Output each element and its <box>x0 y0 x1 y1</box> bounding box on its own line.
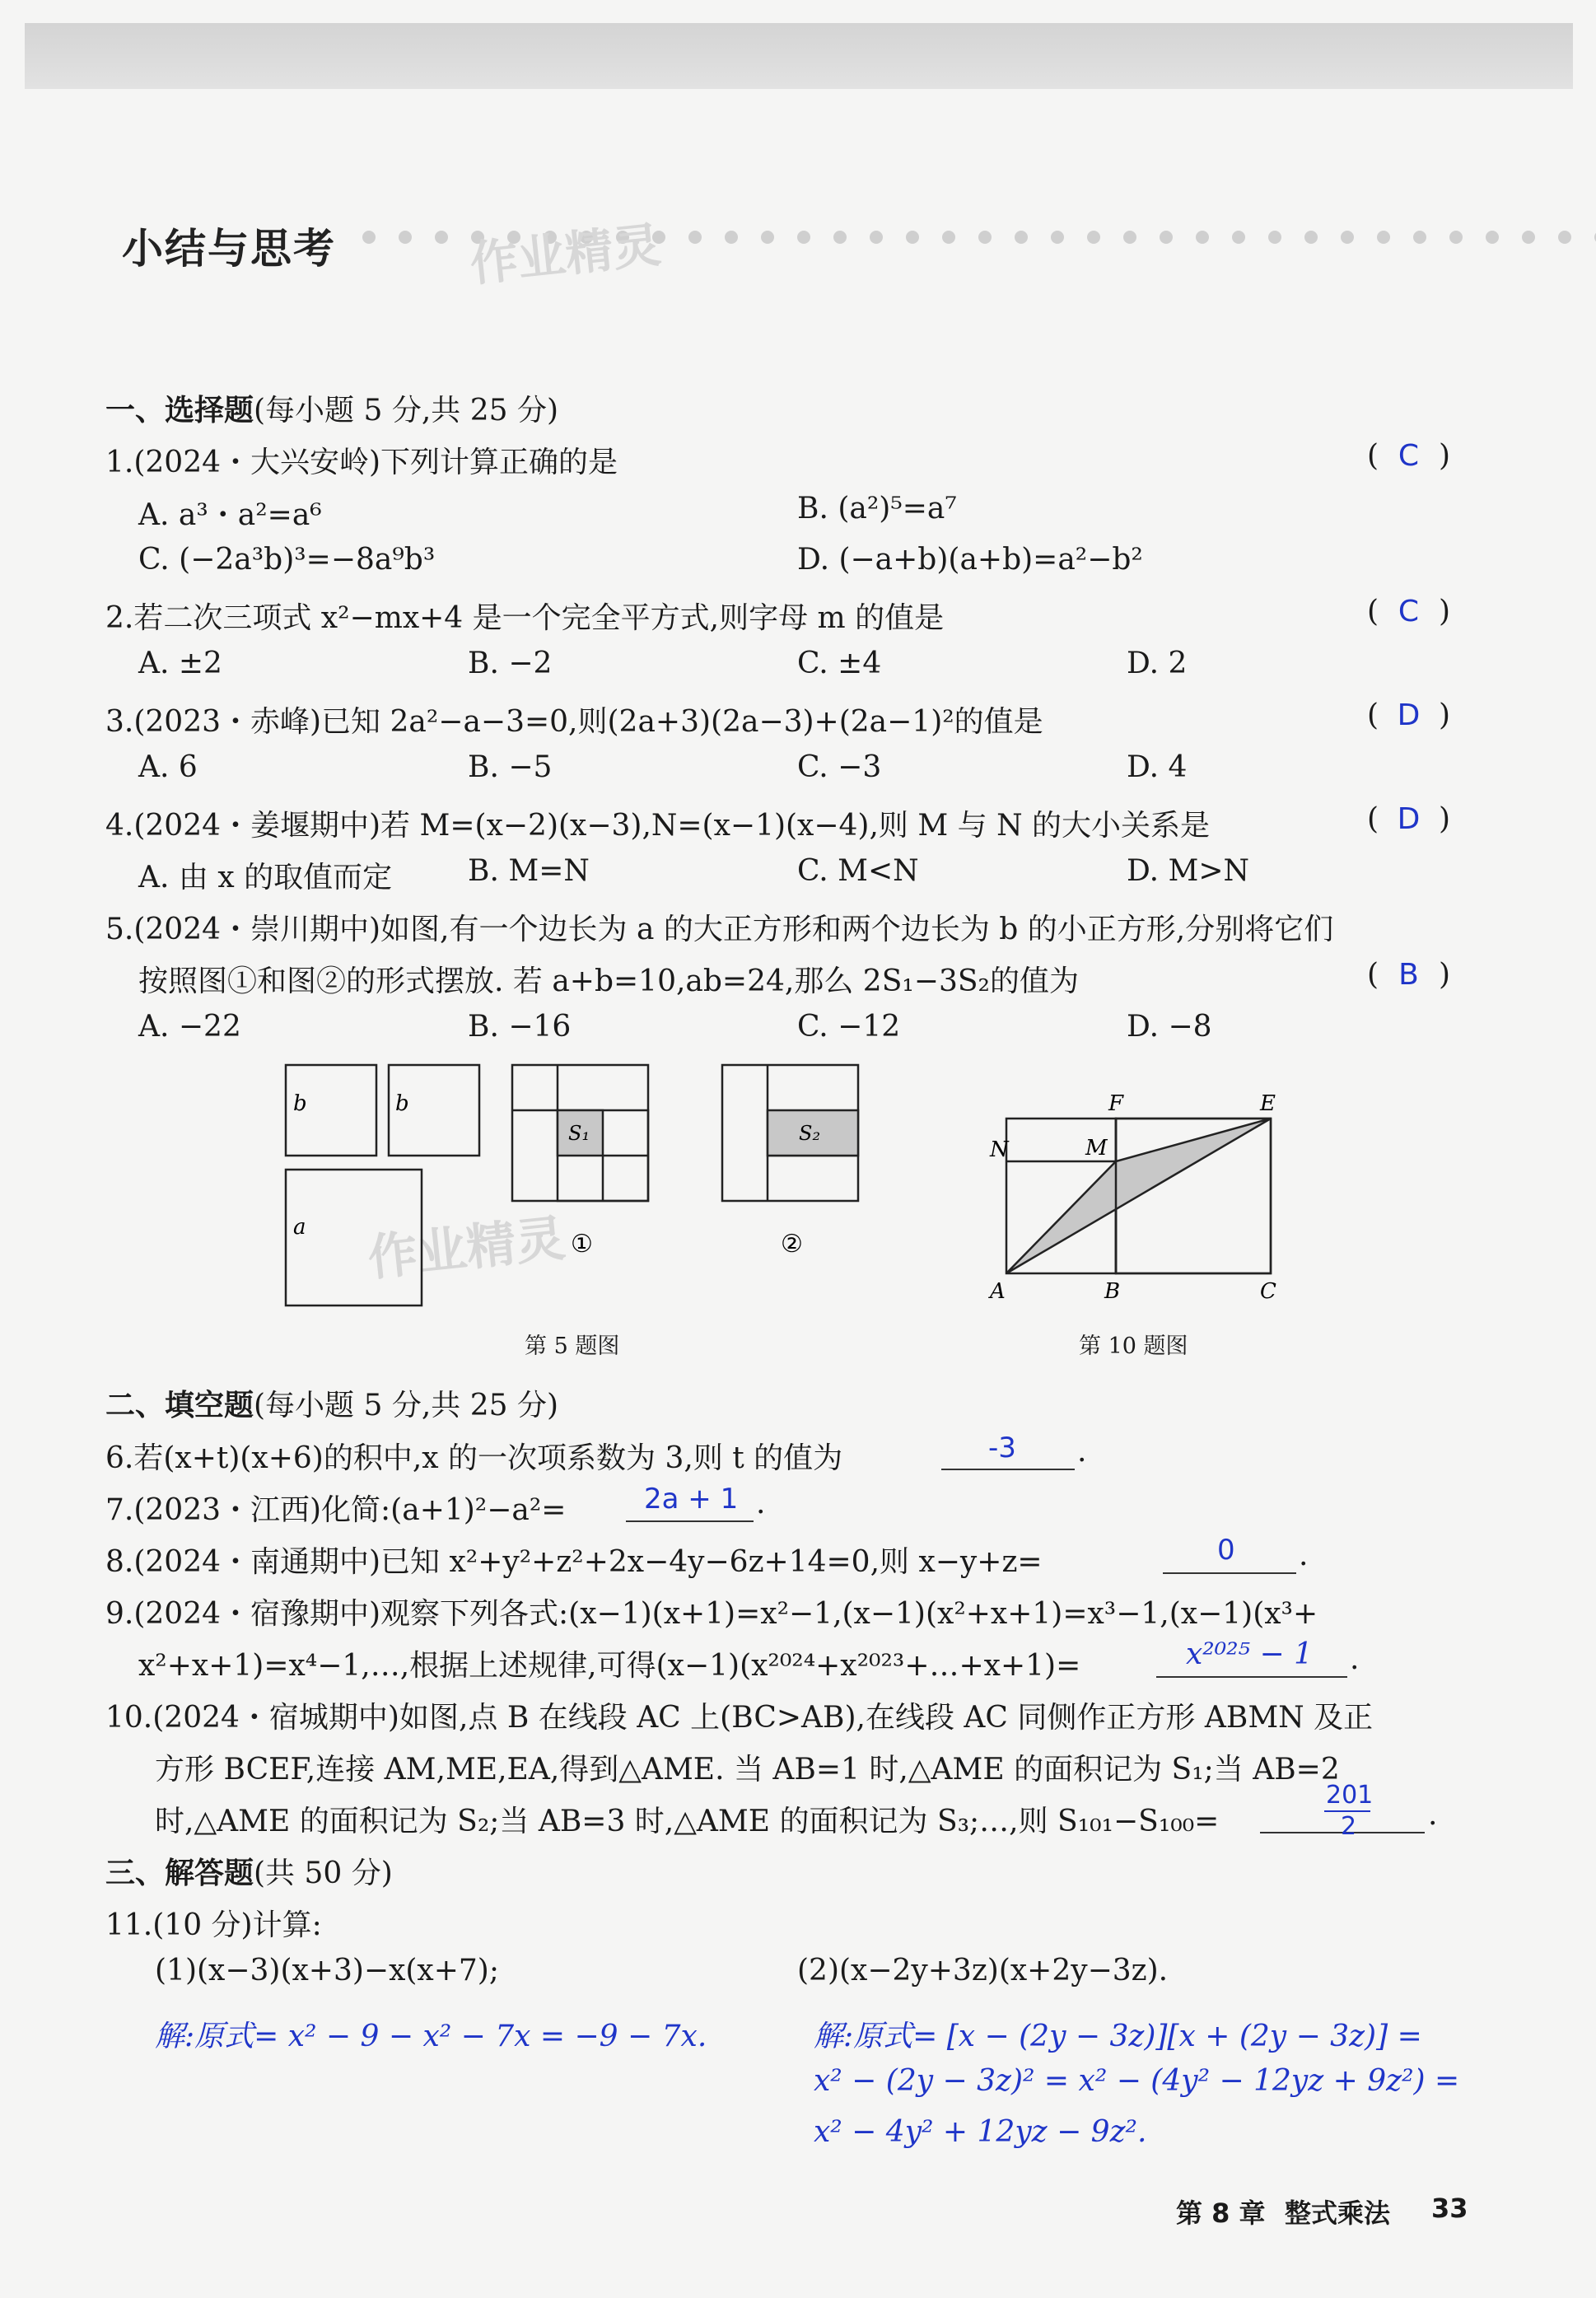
option: B. −16 <box>468 1010 572 1044</box>
label-circle-1: ① <box>571 1230 593 1259</box>
period: . <box>1428 1798 1438 1832</box>
option: D. −8 <box>1127 1010 1212 1044</box>
q8-answer: 0 <box>1217 1534 1235 1567</box>
option: A. a³・a²=a⁶ <box>138 498 322 532</box>
option: B. −5 <box>468 750 553 784</box>
option: C. −12 <box>797 1010 901 1044</box>
label-a: a <box>293 1215 306 1240</box>
label-B: B <box>1104 1279 1121 1304</box>
option: A. 由 x 的取值而定 <box>138 861 393 894</box>
q2-stem: 2.若二次三项式 x²−mx+4 是一个完全平方式,则字母 m 的值是 <box>105 601 945 635</box>
option: D. (−a+b)(a+b)=a²−b² <box>797 543 1143 577</box>
q1-stem: 1.(2024・大兴安岭)下列计算正确的是 <box>105 446 618 479</box>
option: B. M=N <box>468 854 590 888</box>
label-b: b <box>293 1091 307 1116</box>
q5-answer: ( B ) <box>1367 958 1450 992</box>
q7-answer: 2a + 1 <box>644 1483 739 1516</box>
watermark: 作业精灵 <box>365 1209 568 1288</box>
section-1-heading: 一、选择题(每小题 5 分,共 25 分) <box>105 394 559 427</box>
label-s2: S₂ <box>799 1122 821 1145</box>
label-M: M <box>1085 1136 1108 1161</box>
q2-answer: ( C ) <box>1367 595 1450 628</box>
q11-part2: (2)(x−2y+3z)(x+2y−3z). <box>797 1954 1169 1987</box>
option: B. (a²)⁵=a⁷ <box>797 492 957 525</box>
q9-line1: 9.(2024・宿豫期中)观察下列各式:(x−1)(x+1)=x²−1,(x−1)(x²+x+1)=x³−1,(x−1)(x³+ <box>105 1597 1318 1631</box>
option: C. M<N <box>797 854 919 888</box>
triangle-ame <box>1006 1119 1271 1273</box>
section-2-heading: 二、填空题(每小题 5 分,共 25 分) <box>105 1389 559 1422</box>
watermark: 作业精灵 <box>467 217 664 292</box>
section-3-heading: 三、解答题(共 50 分) <box>105 1857 393 1890</box>
q4-answer: ( D ) <box>1367 802 1450 836</box>
q6-stem: 6.若(x+t)(x+6)的积中,x 的一次项系数为 3,则 t 的值为 <box>105 1441 843 1475</box>
q10-numerator: 201 <box>1326 1781 1374 1810</box>
option: A. −22 <box>138 1010 241 1044</box>
q11-solution-1: 解:原式= x² − 9 − x² − 7x = −9 − 7x. <box>155 2020 707 2053</box>
option: D. 2 <box>1127 647 1188 680</box>
period: . <box>1350 1642 1360 1676</box>
label-C: C <box>1260 1279 1276 1304</box>
q4-stem: 4.(2024・姜堰期中)若 M=(x−2)(x−3),N=(x−1)(x−4),则 M 与 N 的大小关系是 <box>105 809 1211 843</box>
q10-denominator: 2 <box>1341 1812 1357 1841</box>
q1-answer: ( C ) <box>1367 439 1450 473</box>
q10-line2: 方形 BCEF,连接 AM,ME,EA,得到△AME. 当 AB=1 时,△AME 的面积记为 S₁;当 AB=2 <box>155 1753 1340 1787</box>
option: A. ±2 <box>138 647 222 680</box>
large-square-a <box>286 1170 422 1305</box>
q5-stem: 5.(2024・崇川期中)如图,有一个边长为 a 的大正方形和两个边长为 b 的小正方形,分别将它们 <box>105 913 1334 946</box>
q7-stem: 7.(2023・江西)化简:(a+1)²−a²= <box>105 1493 567 1527</box>
label-b: b <box>395 1091 409 1116</box>
fig10-caption: 第 10 题图 <box>1079 1333 1188 1359</box>
option: C. ±4 <box>797 647 882 680</box>
label-E: E <box>1260 1091 1276 1116</box>
period: . <box>1299 1539 1309 1572</box>
footer-chapter: 第 8 章 <box>1176 2198 1266 2229</box>
label-N: N <box>990 1137 1009 1162</box>
option: D. M>N <box>1127 854 1249 888</box>
q10-line1: 10.(2024・宿城期中)如图,点 B 在线段 AC 上(BC>AB),在线段 AC 同侧作正方形 ABMN 及正 <box>105 1701 1374 1735</box>
q9-answer: x²⁰²⁵ − 1 <box>1186 1637 1313 1671</box>
q8-stem: 8.(2024・南通期中)已知 x²+y²+z²+2x−4y−6z+14=0,则 x−y+z= <box>105 1545 1043 1579</box>
q3-stem: 3.(2023・赤峰)已知 2a²−a−3=0,则(2a+3)(2a−3)+(2a−1)²的值是 <box>105 705 1043 739</box>
q10-line3: 时,△AME 的面积记为 S₂;当 AB=3 时,△AME 的面积记为 S₃;…,则 S₁₀₁−S₁₀₀= <box>155 1805 1220 1838</box>
q11-solution-2-line3: x² − 4y² + 12yz − 9z². <box>814 2115 1147 2149</box>
q6-answer: -3 <box>988 1432 1016 1464</box>
page-title: 小结与思考 <box>122 225 336 273</box>
q11-solution-2-line2: x² − (2y − 3z)² = x² − (4y² − 12yz + 9z²) = <box>814 2064 1460 2098</box>
option: D. 4 <box>1127 750 1188 784</box>
q11-stem: 11.(10 分)计算: <box>105 1908 322 1942</box>
option: C. (−2a³b)³=−8a⁹b³ <box>138 543 436 577</box>
footer-chapter-name: 整式乘法 <box>1285 2198 1391 2229</box>
label-s1: S₁ <box>568 1122 590 1145</box>
q5-stem-line2: 按照图①和图②的形式摆放. 若 a+b=10,ab=24,那么 2S₁−3S₂的值为 <box>138 965 1079 998</box>
option: C. −3 <box>797 750 882 784</box>
option: A. 6 <box>138 750 198 784</box>
label-F: F <box>1108 1091 1124 1116</box>
period: . <box>756 1487 766 1520</box>
label-A: A <box>990 1279 1006 1304</box>
q3-answer: ( D ) <box>1367 698 1450 732</box>
q11-part1: (1)(x−3)(x+3)−x(x+7); <box>155 1954 499 1987</box>
q11-solution-2-line1: 解:原式= [x − (2y − 3z)][x + (2y − 3z)] = <box>814 2020 1422 2053</box>
label-circle-2: ② <box>781 1230 803 1259</box>
option: B. −2 <box>468 647 553 680</box>
period: . <box>1077 1435 1087 1469</box>
fig5-caption: 第 5 题图 <box>525 1333 620 1359</box>
page-number: 33 <box>1431 2193 1468 2224</box>
q9-line2: x²+x+1)=x⁴−1,…,根据上述规律,可得(x−1)(x²⁰²⁴+x²⁰²³+…+x+1)= <box>138 1649 1081 1683</box>
